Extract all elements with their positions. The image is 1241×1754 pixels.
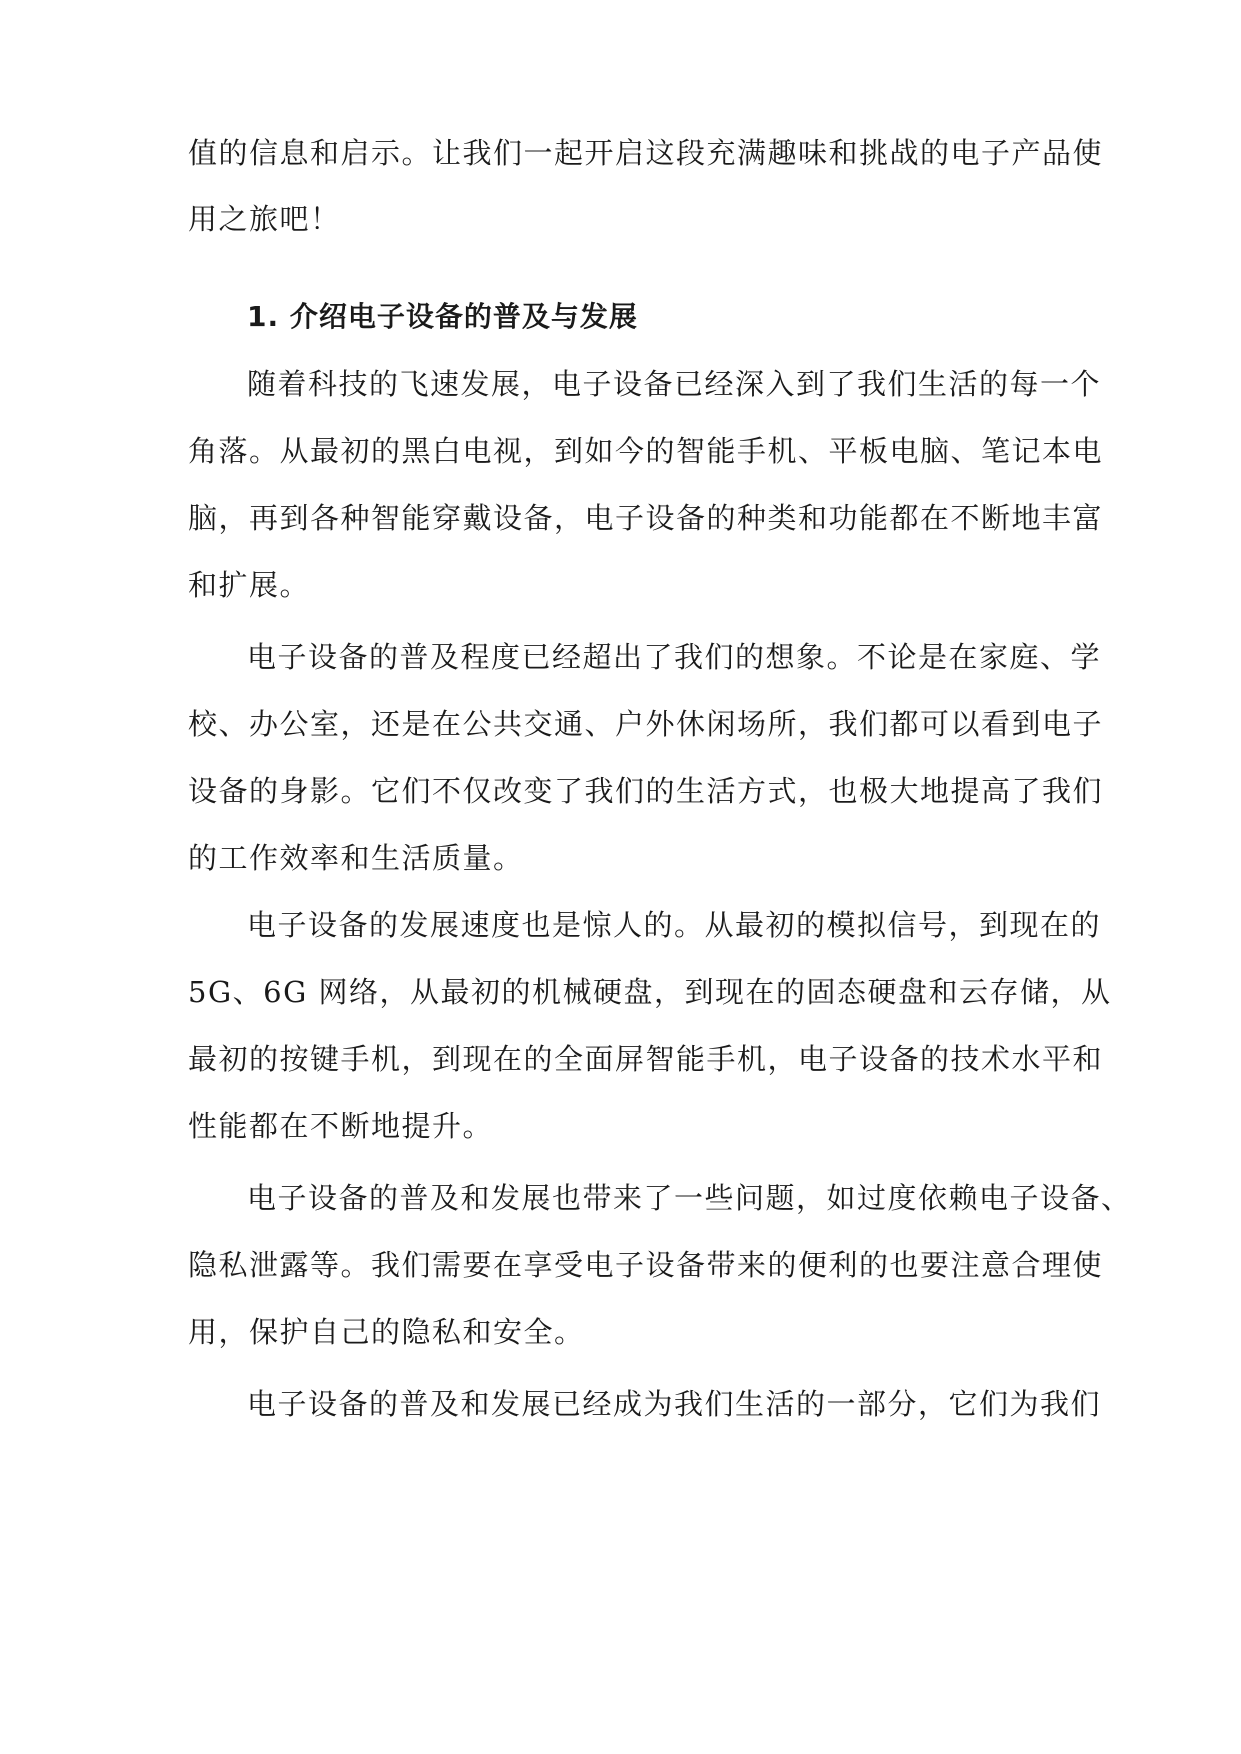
paragraph-line: 和扩展。 [188,568,311,602]
paragraph-line: 电子设备的发展速度也是惊人的。从最初的模拟信号，到现在的 [247,908,1102,942]
paragraph-line: 隐私泄露等。我们需要在享受电子设备带来的便利的也要注意合理使 [188,1248,1104,1282]
paragraph-line: 电子设备的普及和发展已经成为我们生活的一部分，它们为我们 [247,1387,1102,1421]
paragraph-line: 5G、6G 网络，从最初的机械硬盘，到现在的固态硬盘和云存储，从 [188,975,1112,1009]
paragraph-line: 性能都在不断地提升。 [188,1109,494,1143]
paragraph-line: 角落。从最初的黑白电视，到如今的智能手机、平板电脑、笔记本电 [188,434,1104,468]
intro-line: 用之旅吧！ [188,202,341,236]
paragraph-line: 用，保护自己的隐私和安全。 [188,1315,585,1349]
paragraph-line: 脑，再到各种智能穿戴设备，电子设备的种类和功能都在不断地丰富 [188,501,1104,535]
paragraph-line: 随着科技的飞速发展，电子设备已经深入到了我们生活的每一个 [247,367,1102,401]
intro-line: 值的信息和启示。让我们一起开启这段充满趣味和挑战的电子产品使 [188,136,1104,170]
paragraph-line: 电子设备的普及和发展也带来了一些问题，如过度依赖电子设备、 [247,1181,1132,1215]
paragraph-line: 设备的身影。它们不仅改变了我们的生活方式，也极大地提高了我们 [188,774,1104,808]
section-heading: 1. 介绍电子设备的普及与发展 [247,300,638,333]
paragraph-line: 校、办公室，还是在公共交通、户外休闲场所，我们都可以看到电子 [188,707,1104,741]
paragraph-line: 电子设备的普及程度已经超出了我们的想象。不论是在家庭、学 [247,640,1102,674]
paragraph-line: 的工作效率和生活质量。 [188,841,524,875]
paragraph-line: 最初的按键手机，到现在的全面屏智能手机，电子设备的技术水平和 [188,1042,1104,1076]
